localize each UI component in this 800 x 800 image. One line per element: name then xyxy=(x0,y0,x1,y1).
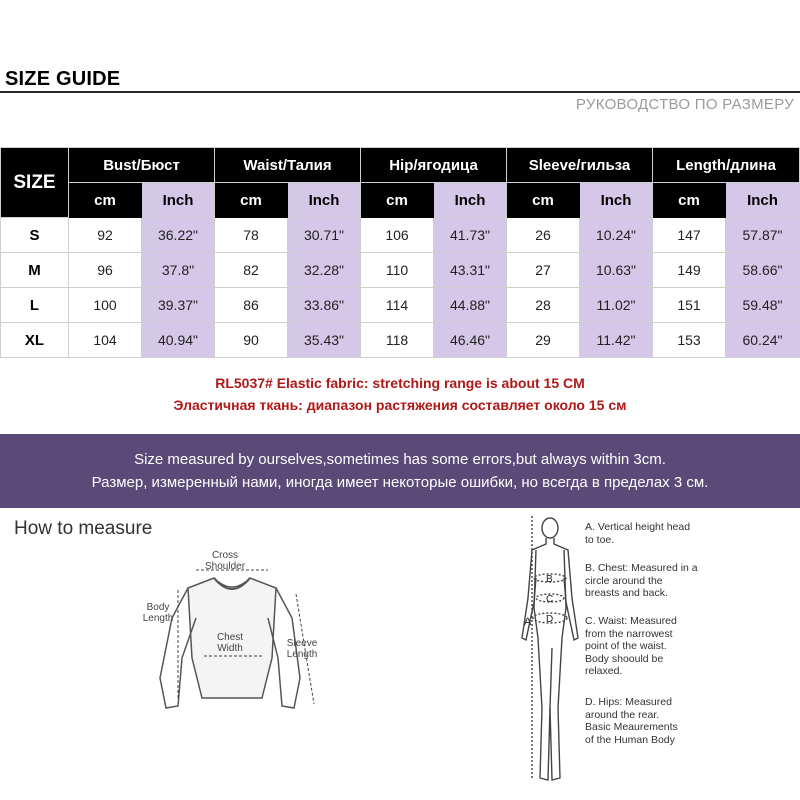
how-to-measure-title: How to measure xyxy=(14,518,153,539)
table-cell: 29 xyxy=(507,323,580,358)
table-cell: 82 xyxy=(215,253,288,288)
table-cell: 27 xyxy=(507,253,580,288)
unit-header-inch: Inch xyxy=(726,183,800,218)
label-cross-shoulder: Cross Shoulder xyxy=(205,550,246,572)
table-cell: 58.66" xyxy=(726,253,800,288)
group-header-sleeve: Sleeve/гильза xyxy=(507,148,653,183)
table-cell: 36.22" xyxy=(142,218,215,253)
figure-letter-c: C xyxy=(546,594,554,605)
table-cell: 44.88" xyxy=(434,288,507,323)
measure-a-text: A. Vertical height head to toe. xyxy=(585,521,691,546)
table-cell: 114 xyxy=(361,288,434,323)
table-cell: 37.8" xyxy=(142,253,215,288)
group-header-waist: Waist/Талия xyxy=(215,148,361,183)
table-cell: 10.24" xyxy=(580,218,653,253)
human-figure-illustration xyxy=(522,516,578,780)
measure-b-text: B. Chest: Measured in a circle around the breasts and back. xyxy=(585,562,698,599)
table-cell: 60.24" xyxy=(726,323,800,358)
size-column-header: SIZE xyxy=(1,148,69,218)
table-row xyxy=(1,218,800,253)
table-cell: 147 xyxy=(653,218,726,253)
unit-header-inch: Inch xyxy=(288,183,361,218)
table-cell: 32.28" xyxy=(288,253,361,288)
table-cell: 33.86" xyxy=(288,288,361,323)
table-cell: 86 xyxy=(215,288,288,323)
table-cell: 104 xyxy=(69,323,142,358)
table-cell: 96 xyxy=(69,253,142,288)
figure-letter-a: A xyxy=(524,616,532,628)
title-divider xyxy=(0,91,800,93)
table-cell: 40.94" xyxy=(142,323,215,358)
table-cell: 149 xyxy=(653,253,726,288)
size-label: S xyxy=(1,218,69,253)
table-cell: 30.71" xyxy=(288,218,361,253)
table-cell: 11.02" xyxy=(580,288,653,323)
size-label: M xyxy=(1,253,69,288)
page-title: SIZE GUIDE xyxy=(5,68,121,90)
table-row xyxy=(1,288,800,323)
table-row xyxy=(1,323,800,358)
table-cell: 41.73" xyxy=(434,218,507,253)
elastic-note-ru: Эластичная ткань: диапазон растяжения составляет около 15 см xyxy=(173,397,627,413)
table-cell: 90 xyxy=(215,323,288,358)
table-cell: 106 xyxy=(361,218,434,253)
figure-letter-b: B xyxy=(546,574,553,585)
size-label: XL xyxy=(1,323,69,358)
table-cell: 78 xyxy=(215,218,288,253)
group-header-bust: Bust/Бюст xyxy=(69,148,215,183)
unit-header-inch: Inch xyxy=(434,183,507,218)
table-cell: 151 xyxy=(653,288,726,323)
page-subtitle: РУКОВОДСТВО ПО РАЗМЕРУ xyxy=(575,96,794,113)
table-cell: 59.48" xyxy=(726,288,800,323)
table-cell: 100 xyxy=(69,288,142,323)
unit-header-cm: cm xyxy=(653,183,726,218)
group-header-hip: Hip/ягодица xyxy=(361,148,507,183)
table-cell: 28 xyxy=(507,288,580,323)
disclaimer-en: Size measured by ourselves,sometimes has some errors,but always within 3cm. xyxy=(134,451,666,468)
table-cell: 57.87" xyxy=(726,218,800,253)
table-row xyxy=(1,253,800,288)
table-cell: 46.46" xyxy=(434,323,507,358)
size-label: L xyxy=(1,288,69,323)
elastic-note-en: RL5037# Elastic fabric: stretching range is about 15 CM xyxy=(215,375,585,391)
group-header-length: Length/длина xyxy=(653,148,800,183)
unit-header-inch: Inch xyxy=(142,183,215,218)
measurement-disclaimer-band xyxy=(0,434,800,508)
table-cell: 11.42" xyxy=(580,323,653,358)
label-body-length: Body Length xyxy=(142,602,174,624)
size-table xyxy=(0,147,800,358)
table-cell: 26 xyxy=(507,218,580,253)
table-cell: 92 xyxy=(69,218,142,253)
table-cell: 110 xyxy=(361,253,434,288)
label-sleeve-length: Sleeve Length xyxy=(286,638,318,660)
unit-header-cm: cm xyxy=(215,183,288,218)
table-cell: 43.31" xyxy=(434,253,507,288)
unit-header-cm: cm xyxy=(69,183,142,218)
measure-c-text: C. Waist: Measured from the narrowest point of the waist. Body shoould be relaxed. xyxy=(585,615,677,677)
unit-header-inch: Inch xyxy=(580,183,653,218)
label-chest-width: Chest Width xyxy=(216,632,244,654)
disclaimer-ru: Размер, измеренный нами, иногда имеет некоторые ошибки, но всегда в пределах 3 см. xyxy=(91,474,709,491)
table-cell: 118 xyxy=(361,323,434,358)
unit-header-cm: cm xyxy=(507,183,580,218)
figure-letter-d: D xyxy=(546,614,554,625)
table-cell: 10.63" xyxy=(580,253,653,288)
measure-d-text: D. Hips: Measured around the rear. Basic Meaurements of the Human Body xyxy=(585,696,678,746)
table-cell: 153 xyxy=(653,323,726,358)
table-cell: 35.43" xyxy=(288,323,361,358)
table-cell: 39.37" xyxy=(142,288,215,323)
unit-header-cm: cm xyxy=(361,183,434,218)
